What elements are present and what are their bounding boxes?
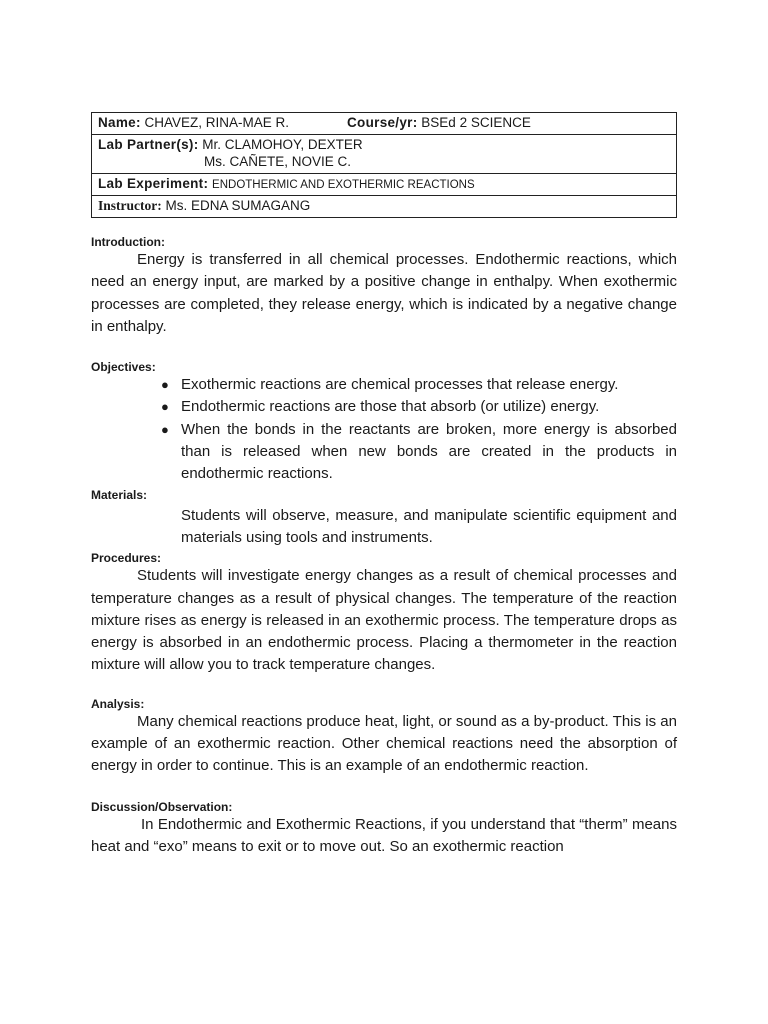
partners-label: Lab Partner(s): — [98, 137, 199, 152]
materials-section — [91, 488, 677, 550]
procedures-section — [91, 551, 677, 676]
instructor-value: Ms. EDNA SUMAGANG — [165, 197, 311, 213]
objectives-section — [91, 360, 677, 485]
introduction-section — [91, 235, 677, 338]
instructor-row — [92, 195, 677, 217]
list-item — [161, 396, 677, 418]
objective-text: Exothermic reactions are chemical processes that release energy. — [181, 376, 619, 394]
partner-line-1 — [98, 137, 670, 154]
instructor-cell — [92, 195, 677, 217]
name-course-cell — [92, 113, 677, 135]
partner-line-2 — [98, 154, 670, 171]
experiment-label: Lab Experiment: — [98, 175, 209, 191]
experiment-value: ENDOTHERMIC AND EXOTHERMIC REACTIONS — [212, 178, 475, 191]
introduction-text: Energy is transferred in all chemical processes. Endothermic reactions, which need an energy input, are marked by a positive change in enthalpy. When exothermic processes are completed, they release energy, which is indicated by a negative change in enthalpy. — [91, 251, 677, 335]
course-label: Course/yr: — [347, 115, 418, 130]
list-item — [161, 419, 677, 486]
objective-text: When the bonds in the reactants are broken, more energy is absorbed than is released when new bonds are created in the products in endothermic reactions. — [181, 420, 677, 483]
objectives-list — [91, 374, 677, 485]
list-item — [161, 374, 677, 396]
materials-text: Students will observe, measure, and manipulate scientific equipment and materials using tools and instruments. — [181, 506, 677, 546]
partner-1-value: Mr. CLAMOHOY, DEXTER — [202, 137, 363, 152]
analysis-heading: Analysis: — [91, 696, 145, 711]
report-body — [91, 235, 677, 858]
bullet-icon: ● — [161, 377, 169, 393]
instructor-label: Instructor: — [98, 197, 162, 213]
name-label: Name: — [98, 115, 141, 130]
materials-heading: Materials: — [91, 487, 148, 502]
course-value: BSEd 2 SCIENCE — [421, 115, 531, 130]
experiment-cell — [92, 173, 677, 195]
objective-text: Endothermic reactions are those that absorb (or utilize) energy. — [181, 398, 600, 416]
analysis-section — [91, 697, 677, 778]
lab-info-table — [91, 112, 677, 218]
experiment-row — [92, 173, 677, 195]
name-value: CHAVEZ, RINA-MAE R. — [144, 115, 290, 130]
course-block — [347, 115, 531, 132]
objectives-heading: Objectives: — [91, 360, 156, 375]
procedures-text: Students will investigate energy changes as a result of chemical processes and temperature changes as a result of physical changes. The temperature of the reaction mixture rises as energy is released in an exothermic process. The temperature drops as energy is absorbed in an endothermic process. Placing a thermometer in the reaction mixture will allow you to track temperature changes. — [91, 567, 677, 674]
discussion-text: In Endothermic and Exothermic Reactions, if you understand that “therm” means heat and “exo” means to exit or to move out. So an exothermic reaction — [91, 815, 677, 855]
procedures-heading: Procedures: — [91, 551, 162, 566]
analysis-text: Many chemical reactions produce heat, light, or sound as a by-product. This is an example of an exothermic reaction. Other chemical reactions need the absorption of energy in order to continue. This is an example of an endothermic reaction. — [91, 712, 677, 775]
partners-cell — [92, 135, 677, 174]
partners-row — [92, 135, 677, 174]
discussion-section — [91, 800, 677, 859]
bullet-icon: ● — [161, 421, 169, 437]
bullet-icon: ● — [161, 399, 169, 415]
partner-2-value: Ms. CAÑETE, NOVIE C. — [204, 153, 352, 169]
introduction-heading: Introduction: — [91, 235, 165, 249]
name-course-row — [92, 113, 677, 135]
discussion-heading: Discussion/Observation: — [91, 799, 233, 814]
